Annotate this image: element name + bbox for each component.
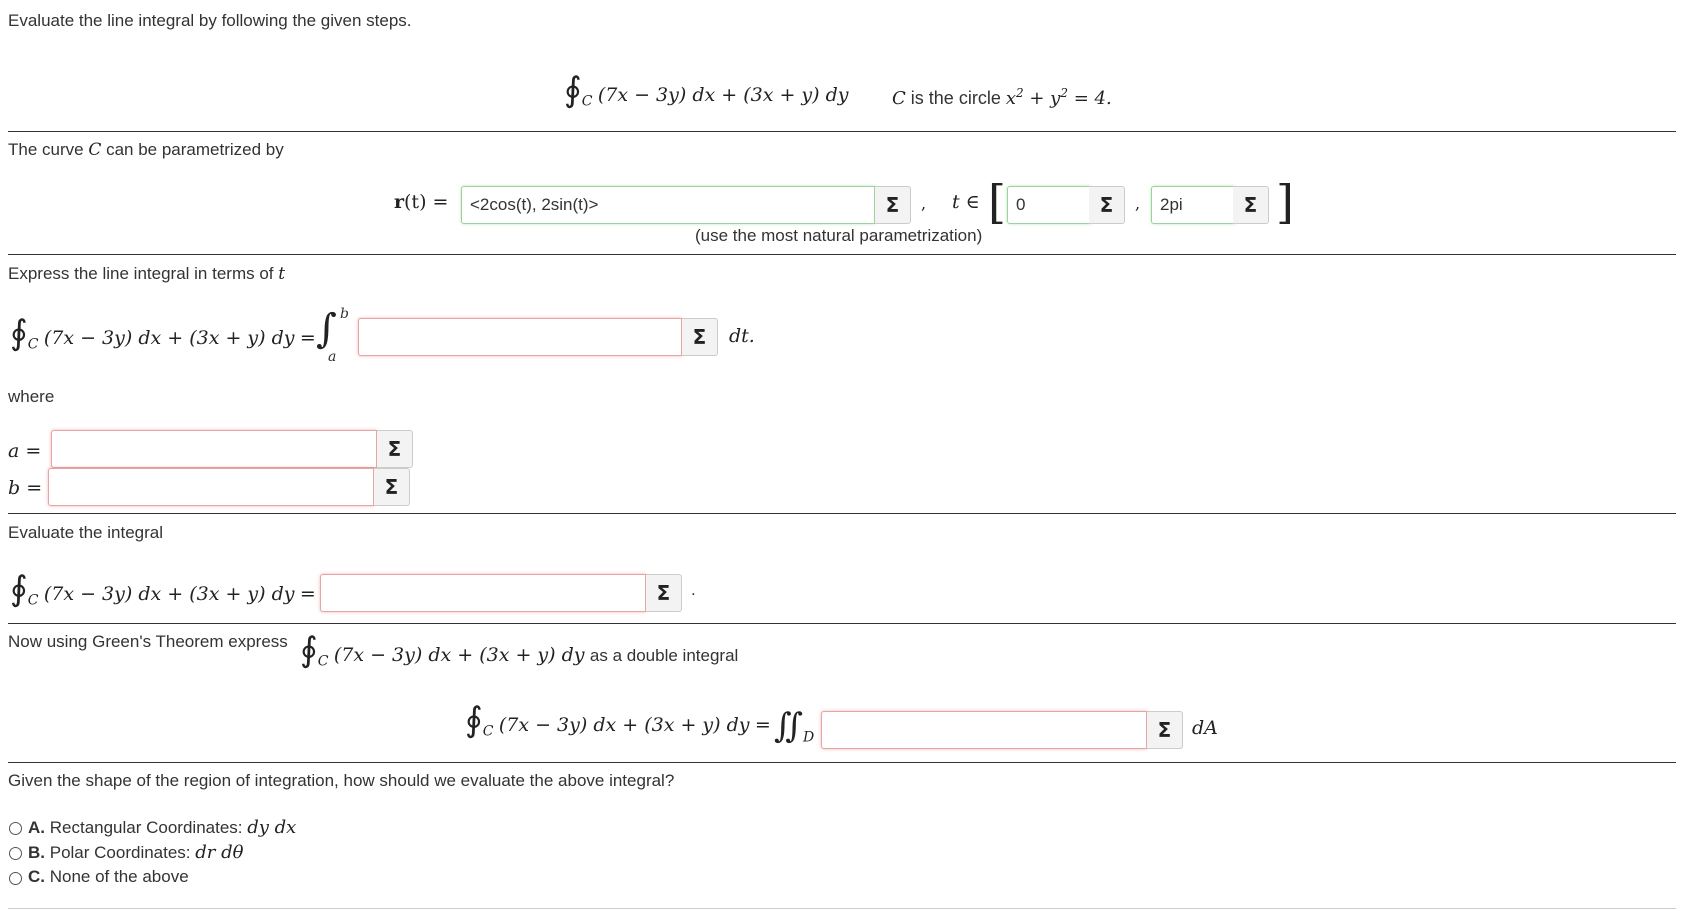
step5-question: Given the shape of the region of integration, how should we evaluate the above integral? bbox=[8, 771, 675, 790]
bottom-divider bbox=[8, 908, 1676, 909]
step4-inline-integral bbox=[300, 630, 738, 670]
step4-label bbox=[8, 632, 288, 652]
b-label: b = bbox=[8, 477, 43, 499]
right-bracket: ] bbox=[1276, 175, 1294, 229]
option-a[interactable] bbox=[28, 817, 296, 838]
double-integral-sign: ∬ bbox=[774, 706, 803, 746]
upper-limit-b: b bbox=[340, 306, 349, 322]
sigma-button[interactable]: Σ bbox=[1233, 186, 1269, 224]
definite-integral-symbol bbox=[316, 306, 337, 352]
integral-sign: ∫ bbox=[316, 306, 337, 352]
contour-subscript: C bbox=[581, 93, 593, 110]
dt-label: dt. bbox=[729, 325, 755, 347]
contour-integral-symbol: ∮ bbox=[300, 630, 318, 670]
option-text: None of the above bbox=[49, 867, 189, 886]
t-in-label: t ∈ bbox=[952, 191, 980, 213]
a-input[interactable] bbox=[51, 430, 377, 468]
sigma-button[interactable]: Σ bbox=[374, 468, 410, 506]
option-letter: A. bbox=[28, 818, 45, 837]
eq-y: + y bbox=[1023, 88, 1061, 109]
header-integral bbox=[564, 70, 849, 110]
curve-desc-text: is the circle bbox=[910, 88, 1001, 108]
integral-value-input[interactable] bbox=[320, 574, 646, 612]
parametrization-input[interactable]: <2cos(t), 2sin(t)> bbox=[461, 186, 875, 224]
double-integral bbox=[774, 706, 814, 746]
sigma-button[interactable]: Σ bbox=[646, 574, 682, 612]
contour-subscript: C bbox=[317, 653, 329, 670]
a-label: a = bbox=[8, 440, 42, 462]
step3-label: Evaluate the integral bbox=[8, 523, 163, 542]
comma: , bbox=[1135, 194, 1141, 213]
equals-sign: = bbox=[299, 583, 316, 605]
contour-integral-symbol: ∮ bbox=[564, 70, 582, 110]
sigma-button[interactable]: Σ bbox=[875, 186, 911, 224]
divider bbox=[8, 254, 1676, 255]
eq-x: x bbox=[1005, 88, 1016, 109]
contour-integral-symbol: ∮ bbox=[10, 313, 28, 353]
divider bbox=[8, 623, 1676, 624]
option-c-radio[interactable] bbox=[9, 872, 22, 885]
equals-sign: = bbox=[299, 327, 316, 349]
integrand-text: (7x − 3y) dx + (3x + y) dy bbox=[498, 714, 750, 736]
divider bbox=[8, 513, 1676, 514]
r-of-t-label bbox=[394, 191, 448, 213]
option-c[interactable] bbox=[28, 867, 189, 887]
problem-instructions: Evaluate the line integral by following the given steps. bbox=[8, 11, 412, 30]
option-letter: C. bbox=[28, 867, 45, 886]
r-bold: r bbox=[394, 191, 405, 213]
contour-subscript: C bbox=[27, 592, 39, 609]
step4-label-pre: Now using Green's Theorem express bbox=[8, 632, 288, 651]
eq-rhs: = 4. bbox=[1067, 88, 1112, 109]
option-math: dy dx bbox=[247, 817, 297, 838]
step1-label bbox=[8, 140, 284, 160]
option-text: Rectangular Coordinates: bbox=[49, 818, 243, 837]
option-text: Polar Coordinates: bbox=[49, 843, 191, 862]
step1-label-pre: The curve bbox=[8, 140, 84, 159]
b-input[interactable] bbox=[48, 468, 374, 506]
contour-integral-symbol: ∮ bbox=[10, 569, 28, 609]
t-end-input[interactable]: 2pi bbox=[1151, 186, 1235, 224]
curve-variable: C bbox=[892, 88, 906, 109]
option-b[interactable] bbox=[28, 842, 244, 863]
step2-label-var: t bbox=[278, 264, 286, 284]
step3-integral-lhs bbox=[10, 569, 316, 609]
step4-label-post: as a double integral bbox=[589, 646, 739, 665]
step2-label bbox=[8, 264, 285, 284]
integrand-text: (7x − 3y) dx + (3x + y) dy bbox=[43, 583, 295, 605]
step2-label-pre: Express the line integral in terms of bbox=[8, 264, 274, 283]
sigma-button[interactable]: Σ bbox=[1147, 711, 1183, 749]
contour-integral-symbol: ∮ bbox=[465, 700, 483, 740]
left-bracket: [ bbox=[988, 175, 1006, 229]
t-start-input[interactable]: 0 bbox=[1007, 186, 1091, 224]
double-integral-integrand-input[interactable] bbox=[821, 711, 1147, 749]
exp-y: 2 bbox=[1060, 86, 1068, 100]
option-b-radio[interactable] bbox=[9, 847, 22, 860]
contour-subscript: C bbox=[27, 336, 39, 353]
parametrization-note: (use the most natural parametrization) bbox=[695, 226, 983, 245]
dA-label: dA bbox=[1192, 717, 1218, 739]
integrand-text: (7x − 3y) dx + (3x + y) dy bbox=[333, 644, 585, 666]
comma: , bbox=[921, 194, 927, 213]
sigma-button[interactable]: Σ bbox=[682, 318, 718, 356]
option-math: dr dθ bbox=[195, 842, 244, 863]
integrand-in-t-input[interactable] bbox=[358, 318, 682, 356]
exp-x: 2 bbox=[1016, 86, 1024, 100]
where-label: where bbox=[8, 387, 55, 406]
divider bbox=[8, 762, 1676, 763]
option-a-radio[interactable] bbox=[9, 822, 22, 835]
option-letter: B. bbox=[28, 843, 45, 862]
integrand-text: (7x − 3y) dx + (3x + y) dy bbox=[597, 84, 849, 106]
lower-limit-a: a bbox=[328, 349, 337, 365]
step1-label-var: C bbox=[88, 140, 102, 160]
sigma-button[interactable]: Σ bbox=[1089, 186, 1125, 224]
r-arg: (t) = bbox=[404, 191, 449, 213]
region-subscript: D bbox=[802, 729, 815, 746]
step1-label-post: can be parametrized by bbox=[106, 140, 284, 159]
greens-lhs bbox=[465, 700, 771, 740]
sigma-button[interactable]: Σ bbox=[377, 430, 413, 468]
curve-description bbox=[892, 86, 1112, 109]
integrand-text: (7x − 3y) dx + (3x + y) dy bbox=[43, 327, 295, 349]
period: . bbox=[691, 580, 696, 599]
divider bbox=[8, 131, 1676, 132]
contour-subscript: C bbox=[482, 723, 494, 740]
circle-equation bbox=[1006, 88, 1112, 109]
equals-sign: = bbox=[754, 714, 771, 736]
step2-integral-lhs bbox=[10, 313, 316, 353]
